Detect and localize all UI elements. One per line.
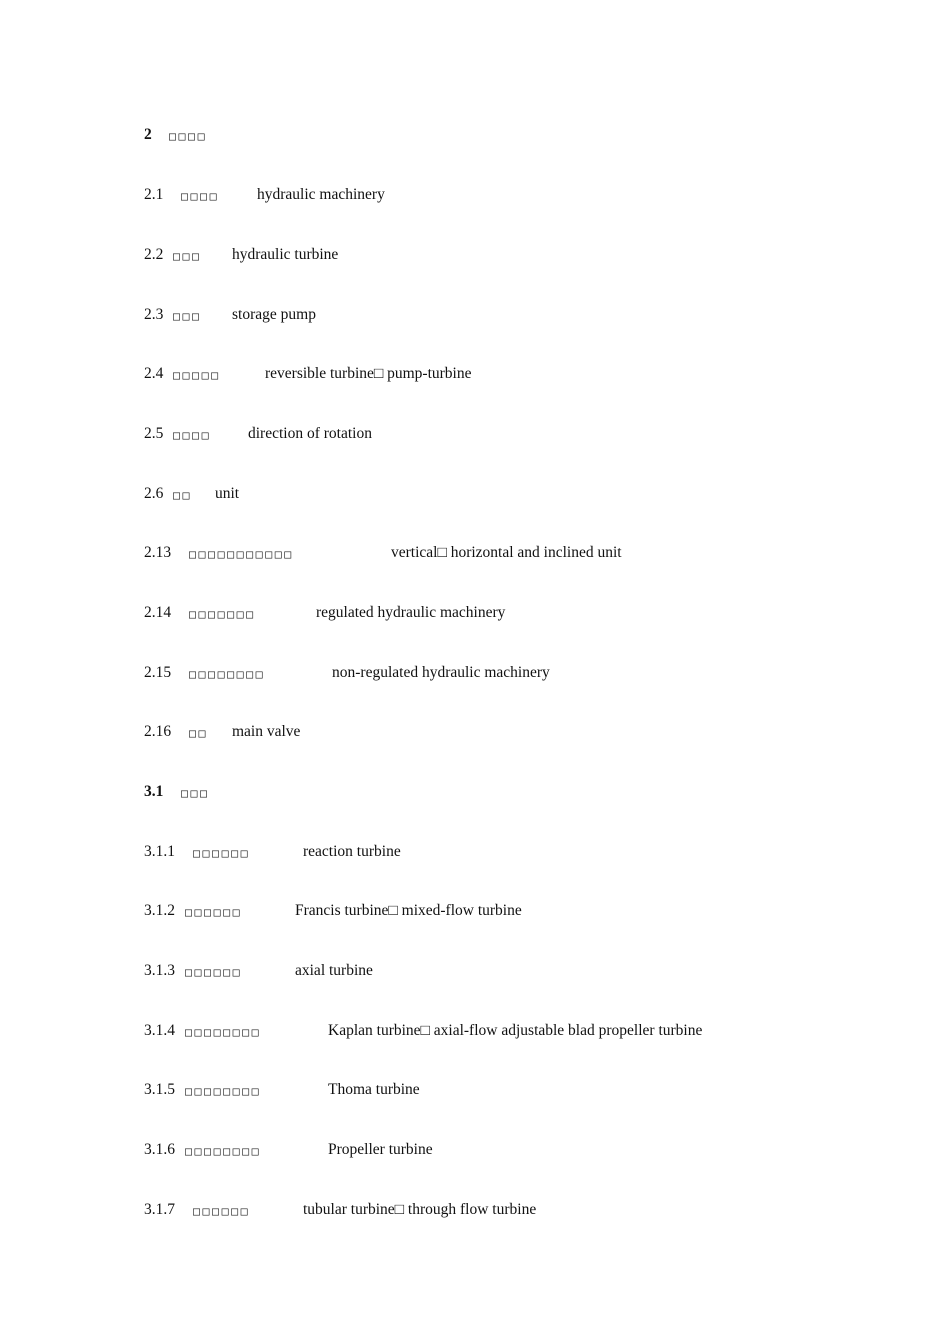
term-english: axial turbine: [295, 962, 373, 979]
term-chinese: □□□□□□□□: [189, 667, 266, 681]
term-english: Thoma turbine: [328, 1081, 420, 1098]
term-english: hydraulic machinery: [257, 186, 385, 203]
term-chinese: □□□□□□□□: [185, 1084, 262, 1098]
term-english: Francis turbine□ mixed-flow turbine: [295, 902, 522, 919]
term-number: 2.3: [144, 306, 164, 323]
term-english: direction of rotation: [248, 425, 372, 442]
term-number: 3.1.7: [144, 1201, 175, 1218]
term-number: 3.1.6: [144, 1141, 175, 1158]
term-english: Propeller turbine: [328, 1141, 433, 1158]
term-english: unit: [215, 485, 240, 502]
term-chinese: □□□□□: [173, 368, 221, 382]
term-chinese: □□□: [173, 249, 202, 263]
term-chinese: □□□□□□□□: [185, 1025, 262, 1039]
term-number: 3.1.1: [144, 843, 175, 860]
term-number: 2.4: [144, 365, 164, 382]
term-chinese: □□□□□□: [193, 1204, 251, 1218]
term-number: 2.13: [144, 544, 172, 561]
term-chinese: □□□□□□□□□□□: [189, 547, 294, 561]
term-english: reversible turbine□ pump-turbine: [265, 365, 472, 382]
term-chinese: □□□□: [169, 129, 208, 143]
term-chinese: □□: [189, 726, 209, 740]
term-number: 2.14: [144, 604, 172, 621]
term-chinese: □□□□□□: [193, 846, 251, 860]
term-chinese: □□□: [173, 309, 202, 323]
term-chinese: □□□: [181, 786, 210, 800]
section-number: 3.1: [144, 783, 164, 800]
term-chinese: □□□□□□□: [189, 607, 256, 621]
term-english: Kaplan turbine□ axial-flow adjustable blad propeller turbine: [328, 1022, 703, 1039]
term-chinese: □□□□□□□□: [185, 1144, 262, 1158]
term-chinese: □□□□: [181, 189, 220, 203]
term-english: storage pump: [232, 306, 316, 323]
term-chinese: □□□□□□: [185, 905, 243, 919]
term-number: 3.1.4: [144, 1022, 175, 1039]
term-number: 3.1.2: [144, 902, 175, 919]
term-number: 2.6: [144, 485, 164, 502]
term-english: vertical□ horizontal and inclined unit: [391, 544, 622, 561]
term-english: regulated hydraulic machinery: [316, 604, 506, 621]
term-english: hydraulic turbine: [232, 246, 339, 263]
term-number: 2.16: [144, 723, 172, 740]
term-english: reaction turbine: [303, 843, 401, 860]
term-english: non-regulated hydraulic machinery: [332, 664, 550, 681]
term-number: 3.1.3: [144, 962, 175, 979]
term-number: 2.5: [144, 425, 164, 442]
term-number: 2.2: [144, 246, 164, 263]
term-chinese: □□: [173, 488, 193, 502]
term-number: 2.1: [144, 186, 164, 203]
term-english: tubular turbine□ through flow turbine: [303, 1201, 537, 1218]
section-number: 2: [144, 126, 152, 143]
term-english: main valve: [232, 723, 301, 740]
term-number: 3.1.5: [144, 1081, 175, 1098]
term-number: 2.15: [144, 664, 172, 681]
term-chinese: □□□□: [173, 428, 212, 442]
term-chinese: □□□□□□: [185, 965, 243, 979]
